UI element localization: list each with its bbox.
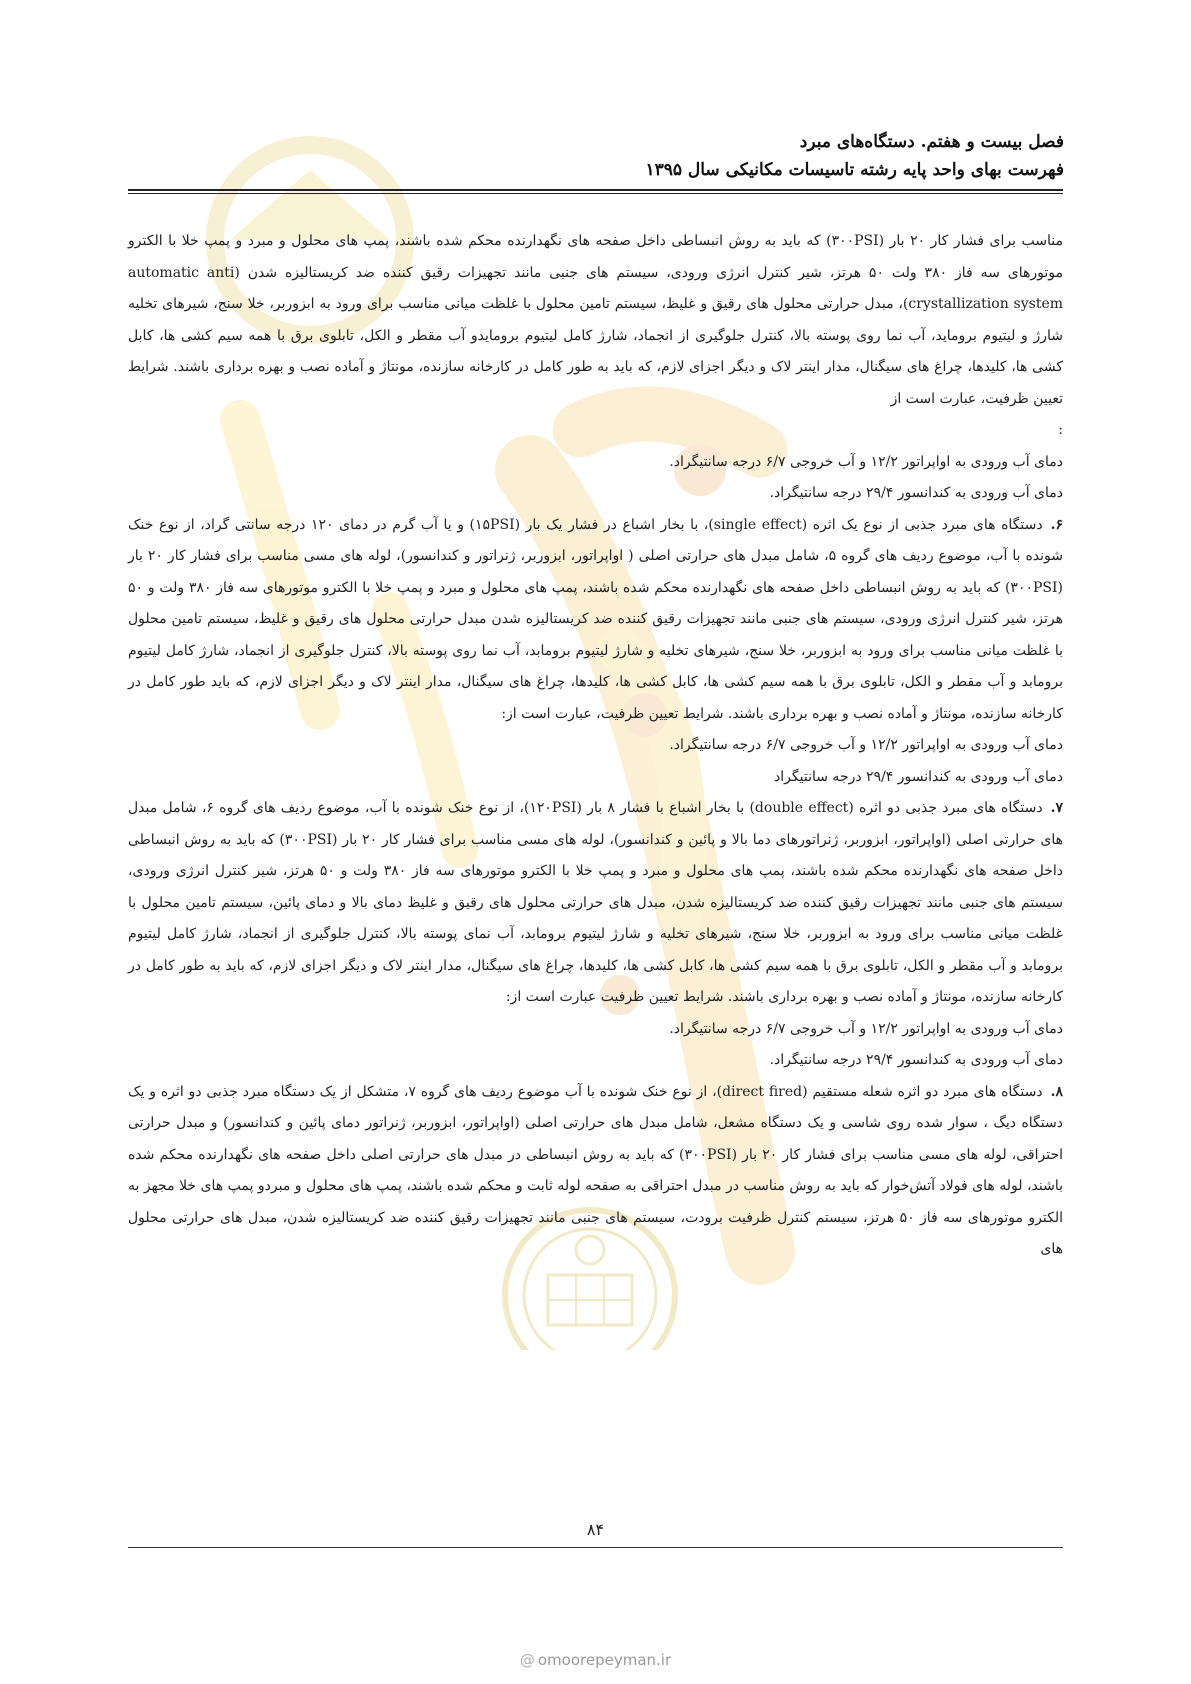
item-7-condition-evaporator: دمای آب ورودی به اواپراتور ۱۲/۲ و آب خروجی ۶/۷ درجه سانتیگراد. [669, 1020, 1063, 1037]
item-6-paragraph [128, 510, 1063, 731]
intro-condition-condenser: دمای آب ورودی به کندانسور ۲۹/۴ درجه سانتیگراد. [769, 485, 1063, 501]
site-text: omoorepeyman.ir [537, 1651, 672, 1669]
chapter-title: فصل بیست و هفتم. دستگاه‌های مبرد [799, 132, 1064, 152]
intro-condition-evaporator: دمای آب ورودی به اواپراتور ۱۲/۲ و آب خروجی ۶/۷ درجه سانتیگراد. [669, 453, 1063, 470]
item-7-condition-condenser: دمای آب ورودی به کندانسور ۲۹/۴ درجه سانتیگراد. [769, 1052, 1063, 1068]
footer-rule [128, 1547, 1063, 1548]
book-title: فهرست بهای واحد پایه رشته تاسیسات مکانیکی سال ۱۳۹۵ [645, 160, 1064, 180]
intro-paragraph: مناسب برای فشار کار ۲۰ بار (۳۰۰PSI) که باید به روش انبساطی داخل صفحه های نگهدارنده محکم شده باشند، پمپ های محلول و مبرد و پمپ خلا با الکترو موتورهای سه فاز ۳۸۰ ولت ۵۰ هرتز، شیر کنترل انرژی ورودی، سیستم های جنبی مانند تجهیزات رقیق کننده ضد کریستالیزه شدن (automatic anti crystallization system)، مبدل حرارتی محلول های رقیق و غلیظ، سیستم تامین محلول با غلظت میانی مناسب برای ورود به ابزوربر، خلا سنج، شیرهای تخلیه شارژ و لیتیوم بروماید، آب نما روی پوسته بالا، کنترل جلوگیری از انجماد، شارژ کامل لیتیوم برومایدو آب مقطر و الکل، تابلوی برق با همه سیم کشی ها، کابل کشی ها، کلیدها، چراغ های سیگنال، مدار اینتر لاک و دیگر اجزای لازم، که باید به طور کامل در کارخانه سازنده، مونتاژ و آماده نصب و بهره برداری باشند. شرایط تعیین ظرفیت، عبارت است از [128, 233, 1063, 407]
header-rule-thin [128, 193, 1063, 194]
item-8-paragraph [128, 1077, 1063, 1266]
item-6-condition-evaporator: دمای آب ورودی به اواپراتور ۱۲/۲ و آب خروجی ۶/۷ درجه سانتیگراد. [669, 737, 1063, 753]
page-header [129, 128, 1064, 184]
item-7-number: ۷. [1050, 800, 1063, 816]
item-7-paragraph [128, 793, 1063, 1014]
at-icon: @ [519, 1651, 535, 1669]
document-body [128, 226, 1063, 1266]
item-6-text: دستگاه های مبرد جذبی از نوع یک اثره (single effect)، با بخار اشباع در فشار یک بار (۱۵PSI) و یا آب گرم در دمای ۱۲۰ درجه سانتی گراد، از نوع خنک شونده با آب، موضوع ردیف های گروه ۵، شامل مبدل های حرارتی اصلی ( اواپراتور، ابزوربر، ژنراتور و کندانسور)، لوله های مسی مناسب برای فشار کار ۲۰ بار (۳۰۰PSI) که باید به روش انبساطی داخل صفحه های نگهدارنده محکم شده باشند، پمپ های محلول و مبرد و پمپ خلا با الکترو موتورهای سه فاز ۳۸۰ ولت و ۵۰ هرتز، شیر کنترل انرژی ورودی، سیستم های جنبی مانند تجهیزات رقیق کننده ضد کریستالیزه شدن مبدل حرارتی محلول های رقیق و غلیظ، سیستم تامین محلول با غلظت میانی مناسب برای ورود به ابزوربر، خلا سنج، شیرهای تخلیه و شارژ لیتیوم برومابد، آب نما روی پوسته بالا، کنترل جلوگیری از انجماد، شارژ کامل لیتیوم برومابد و آب مقطر و الکل، تابلوی برق با همه سیم کشی ها، کابل کشی ها، کلیدها، چراغ های سیگنال، مدار اینتر لاک و دیگر اجزای لازم، که باید طور کامل در کارخانه سازنده، مونتاژ و آماده نصب و بهره برداری باشند. شرایط تعیین ظرفیت، عبارت است از: [128, 516, 1063, 722]
page-number: ۸۴ [586, 1520, 605, 1539]
item-6-number: ۶. [1050, 516, 1063, 533]
item-8-number: ۸. [1050, 1083, 1064, 1100]
intro-colon: : [1058, 422, 1063, 438]
item-6-condition-condenser: دمای آب ورودی به کندانسور ۲۹/۴ درجه سانتیگراد [774, 768, 1063, 785]
site-watermark [0, 1651, 1191, 1669]
item-8-text: دستگاه های مبرد دو اثره شعله مستقیم (direct fired)، از نوع خنک شونده با آب موضوع ردیف های گروه ۷، متشکل از یک دستگاه مبرد جذبی دو اثره و یک دستگاه دیگ ، سوار شده روی شاسی و یک دستگاه مشعل، شامل مبدل های حرارتی اصلی (اواپراتور، ابزوربر، ژنراتور دمای پائین و کندانسور) و مبدل حرارتی احتراقی، لوله های مسی مناسب برای فشار کار ۲۰ بار (۳۰۰PSI) که باید به روش انبساطی در مبدل های حرارتی اصلی داخل صفحه های نگهدارنده محکم شده باشند، لوله های فولاد آتش‌خوار که باید به روش مناسب در مبدل احتراقی به صفحه لوله ثابت و محکم شده باشند، پمپ های محلول و مبردو پمپ های خلا مجهز به الکترو موتورهای سه فاز ۵۰ هرتز، سیستم کنترل ظرفیت برودت، سیستم های جنبی مانند تجهیزات رقیق کننده ضد کریستالیزه شدن، مبدل های حرارتی محلول های [128, 1083, 1063, 1257]
header-rule-thick [128, 189, 1063, 191]
item-7-text: دستگاه های مبرد جذبی دو اثره (double effect) با بخار اشباع با فشار ۸ بار (۱۲۰PSI)، از نوع خنک شونده با آب، موضوع ردیف های گروه ۶، شامل مبدل های حرارتی اصلی (اواپراتور، ابزوربر، ژنراتورهای دما بالا و پائین و کندانسور)، لوله های مسی مناسب برای فشار کار ۲۰ بار (۳۰۰PSI) که باید به روش انبساطی داخل صفحه های نگهدارنده محکم شده باشند، پمپ های محلول و مبرد و پمپ خلا با الکترو موتورهای سه فاز ۳۸۰ ولت و ۵۰ هرتز، شیر کنترل انرژی ورودی، سیستم های جنبی مانند تجهیزات رقیق کننده ضد کریستالیزه شدن، مبدل های حرارتی محلول های رقیق و غلیظ دمای بالا و دمای پائین، سیستم تامین محلول با غلظت میانی مناسب برای ورود به ابزوربر، خلا سنج، شیرهای تخلیه و شارژ لیتیوم برومابد، آب نمای پوسته بالا، کنترل جلوگیری از انجماد، شارژ کامل لیتیوم برومابد و آب مقطر و الکل، تابلوی برق با همه سیم کشی ها، کابل کشی ها، کلیدها، چراغ های سیگنال، مدار اینتر لاک و دیگر اجزای لازم، که باید به طور کامل در کارخانه سازنده، مونتاژ و آماده نصب و بهره برداری باشند. شرایط تعیین ظرفیت عبارت است از: [128, 800, 1063, 1005]
